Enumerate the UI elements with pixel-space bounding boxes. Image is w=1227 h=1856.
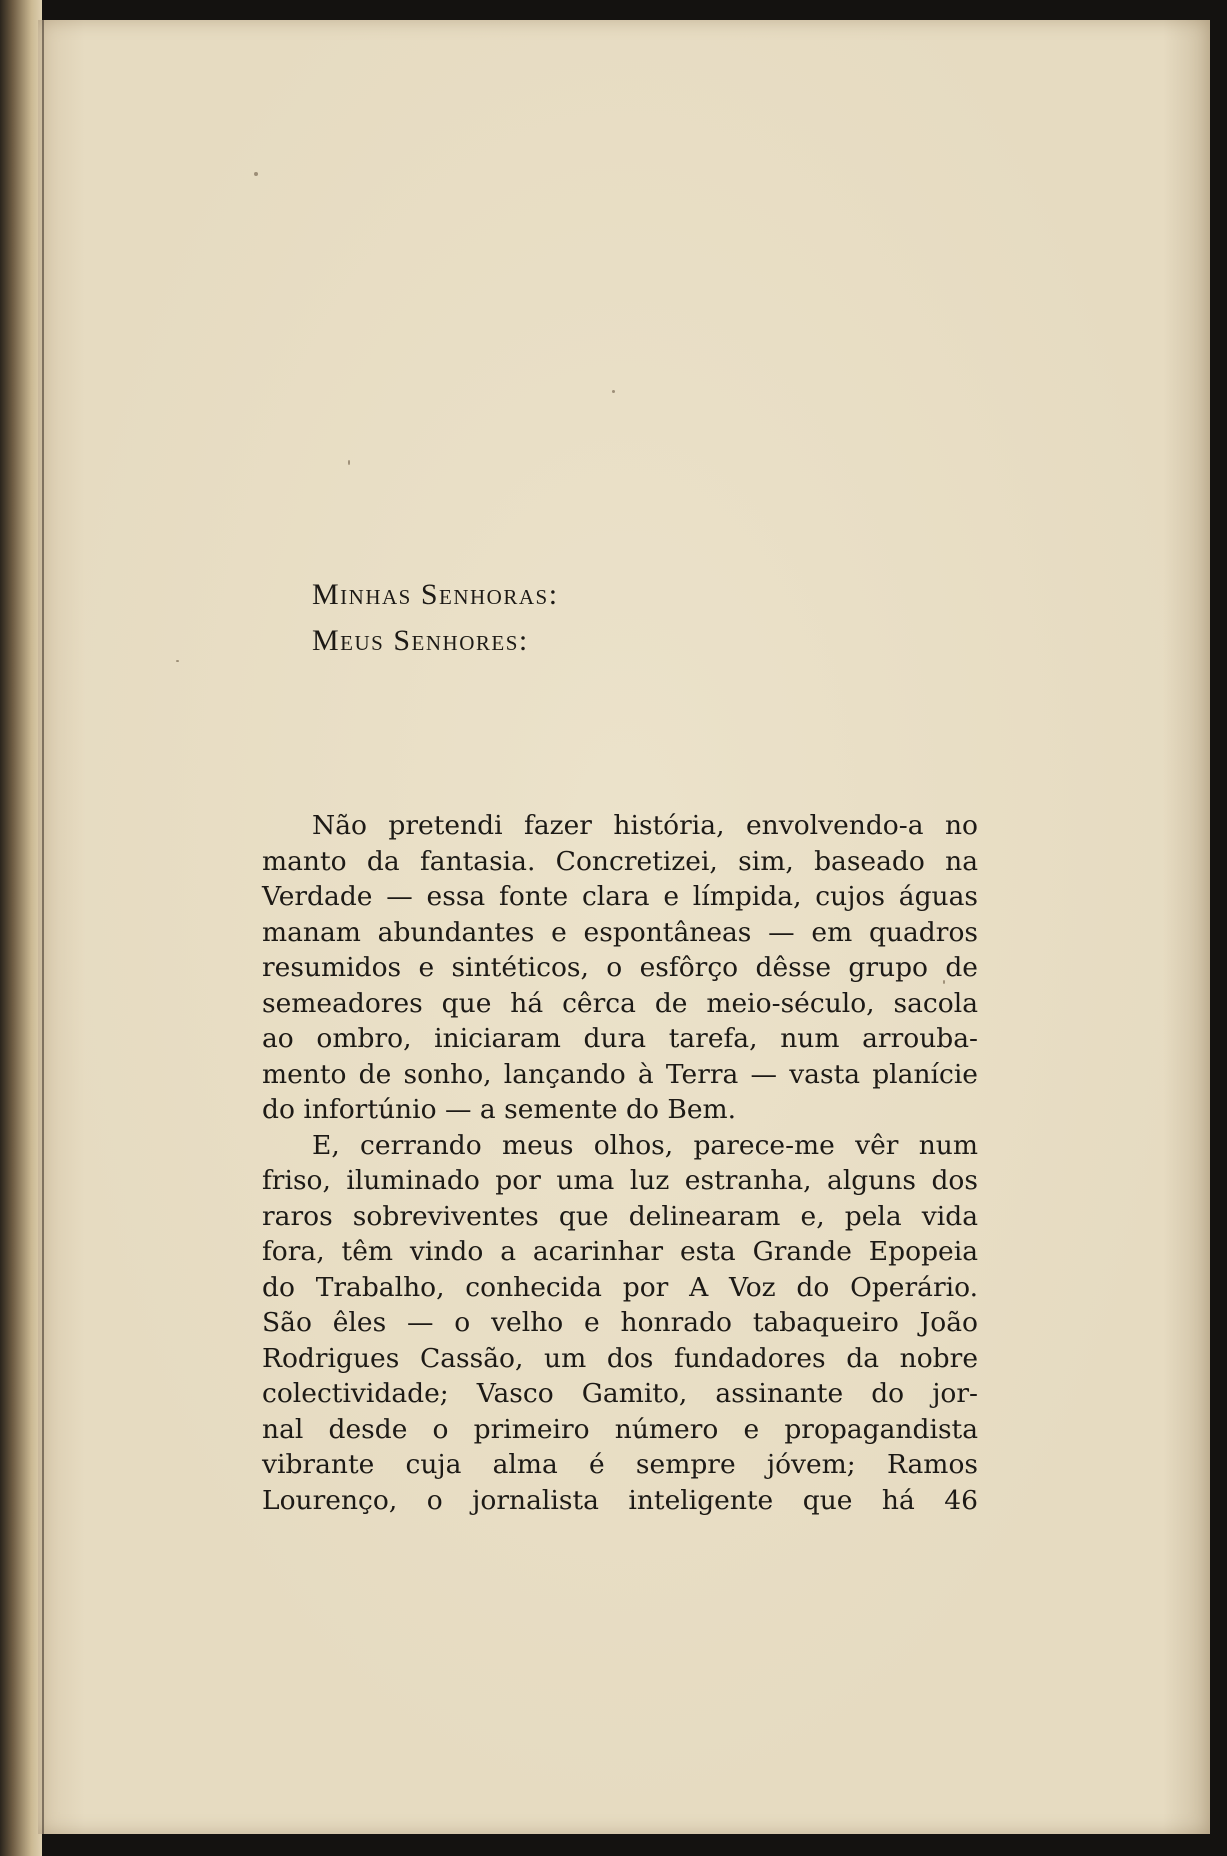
text-line: manto da fantasia. Concretizei, sim, baseado na	[262, 845, 978, 877]
text-line: São êles — o velho e honrado tabaqueiro João	[262, 1307, 978, 1338]
text-line: do infortúnio — a semente do Bem.	[262, 1094, 737, 1125]
salutation	[312, 572, 978, 664]
text-line: vibrante cuja alma é sempre jóvem; Ramos	[262, 1449, 978, 1480]
salutation-line-2: Meus Senhores:	[312, 624, 529, 657]
text-line: nal desde o primeiro número e propagandista	[262, 1413, 978, 1445]
paragraph-2	[262, 1128, 978, 1519]
text-line: Lourenço, o jornalista inteligente que há 46	[262, 1484, 978, 1516]
text-line: E, cerrando meus olhos, parece-me vêr num	[312, 1129, 978, 1161]
text-line: colectividade; Vasco Gamito, assinante do jor-	[262, 1378, 978, 1409]
document-text	[262, 572, 978, 1518]
book-spine	[0, 0, 42, 1856]
paragraph-1	[262, 808, 978, 1128]
text-line: Rodrigues Cassão, um dos fundadores da nobre	[262, 1342, 978, 1374]
text-line: Verdade — essa fonte clara e límpida, cujos águas	[262, 881, 978, 912]
salutation-line-1: Minhas Senhoras:	[312, 578, 559, 611]
text-line: ao ombro, iniciaram dura tarefa, num arrouba-	[262, 1023, 978, 1054]
body-text	[262, 808, 978, 1518]
text-line: friso, iluminado por uma luz estranha, alguns dos	[262, 1165, 978, 1196]
text-line: manam abundantes e espontâneas — em quadros	[262, 916, 978, 948]
text-line: resumidos e sintéticos, o esfôrço dêsse grupo de	[262, 952, 978, 983]
page-edge	[42, 20, 44, 1834]
text-line: mento de sonho, lançando à Terra — vasta planície	[262, 1058, 978, 1090]
text-line: raros sobreviventes que delinearam e, pela vida	[262, 1200, 978, 1232]
text-line: do Trabalho, conhecida por A Voz do Operário.	[262, 1271, 978, 1303]
text-line: semeadores que há cêrca de meio-século, sacola	[262, 987, 978, 1019]
text-line: fora, têm vindo a acarinhar esta Grande Epopeia	[262, 1236, 978, 1267]
text-line: Não pretendi fazer história, envolvendo-a no	[312, 810, 978, 841]
